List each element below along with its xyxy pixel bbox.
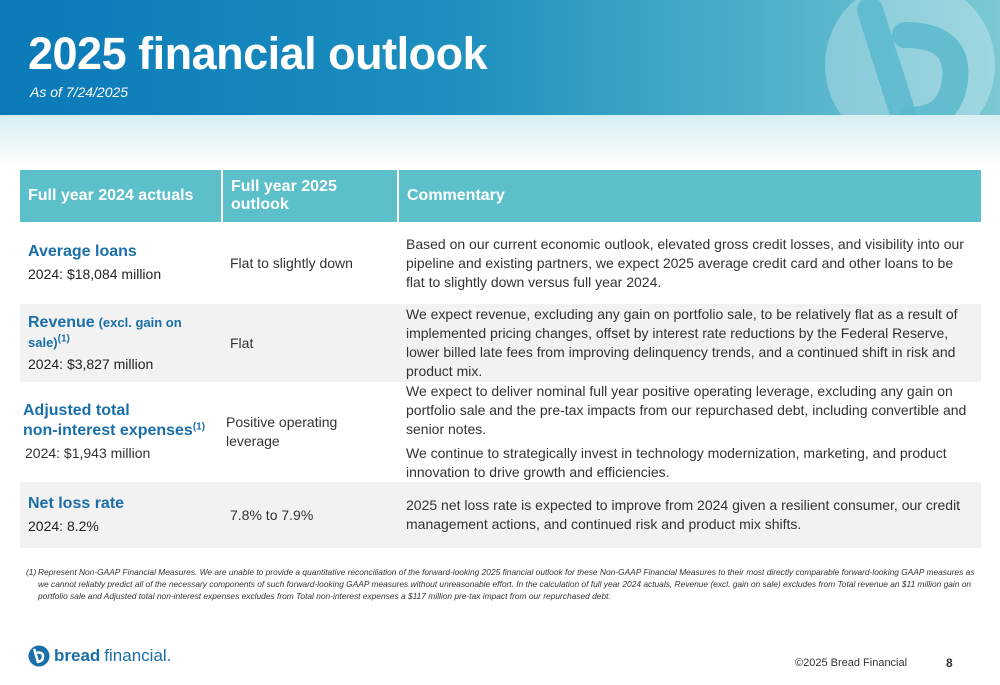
page-title: 2025 financial outlook	[28, 28, 488, 79]
metric-cell	[20, 482, 222, 548]
commentary-cell	[398, 482, 981, 548]
table-row-noninterest-expenses	[20, 382, 981, 482]
metric-actual	[28, 517, 214, 536]
header-fade	[0, 115, 1000, 170]
column-header-actuals: Full year 2024 actuals	[20, 170, 222, 222]
page-number: 8	[946, 656, 953, 670]
outlook-value: 7.8% to 7.9%	[222, 482, 398, 548]
metric-name: Revenue	[28, 313, 95, 331]
table-row-average-loans	[20, 222, 981, 304]
commentary-text: We expect revenue, excluding any gain on portfolio sale, to be relatively flat as a result of implemented pricing changes, offset by interest rate reductions by the Federal Reserve, lower billed late fees from improving delinquency trends, and a continued shift in risk and product mix.	[406, 306, 958, 379]
metric-qualifier: (excl. gain on sale)	[28, 314, 182, 350]
actual-value: 8.2%	[66, 518, 99, 534]
copyright: ©2025 Bread Financial	[795, 657, 908, 669]
commentary-cell	[398, 222, 981, 304]
commentary-text: 2025 net loss rate is expected to improve from 2024 given a resilient consumer, our credit management actions, and continued risk and product mix shifts.	[406, 497, 961, 532]
actual-value: $3,827 million	[66, 355, 154, 372]
outlook-value: Positive operating leverage	[226, 414, 338, 449]
metric-name-line1: Adjusted total	[23, 402, 130, 419]
table-header-row	[20, 170, 981, 222]
actual-prefix: 2024:	[28, 266, 67, 282]
metric-cell	[20, 304, 222, 382]
logo-wordmark-bread: bread	[54, 646, 101, 665]
metric-actual	[28, 265, 214, 284]
metric-name: Net loss rate	[28, 495, 125, 512]
header-banner	[0, 0, 1000, 115]
column-header-commentary: Commentary	[398, 170, 981, 222]
metric-name-line2: non-interest expenses	[23, 422, 193, 439]
footnote	[26, 566, 976, 602]
footnote-ref: (1)	[192, 421, 206, 433]
outlook-value: Flat	[222, 304, 398, 382]
commentary-cell	[398, 382, 981, 482]
commentary-text: We expect to deliver nominal full year positive operating leverage, excluding any gain on portfolio sale and the pre-tax impacts from our repurchased debt, including convertible and senior notes.	[406, 383, 967, 437]
footnote-ref: (1)	[57, 332, 70, 344]
page-subtitle-date: As of 7/24/2025	[30, 84, 129, 100]
outlook-value: Flat to slightly down	[230, 254, 353, 271]
metric-actual	[28, 355, 214, 374]
metric-actual: 2024: $1,943 million	[25, 445, 151, 461]
outlook-table	[20, 170, 981, 548]
commentary-cell	[398, 304, 981, 382]
metric-name: Average loans	[28, 243, 137, 260]
table-row-revenue	[20, 304, 981, 382]
metric-cell	[20, 382, 222, 482]
actual-value: $18,084 million	[66, 266, 162, 282]
footer-logo	[28, 645, 171, 667]
metric-cell	[20, 222, 222, 304]
footnote-number: (1)	[26, 567, 37, 577]
actual-prefix: 2024:	[28, 355, 67, 372]
actual-prefix: 2024:	[28, 518, 67, 534]
table-row-net-loss-rate	[20, 482, 981, 548]
bread-logo-icon	[28, 645, 50, 667]
commentary-text: We continue to strategically invest in technology modernization, marketing, and product innovation to drive growth and efficiencies.	[406, 445, 947, 480]
commentary-text: Based on our current economic outlook, elevated gross credit losses, and visibility into our pipeline and existing partners, we expect 2025 average credit card and other loans to be flat to slightly down versus full year 2024.	[406, 235, 964, 290]
logo-wordmark-financial: financial.	[104, 646, 172, 665]
bread-logo-icon	[810, 0, 1000, 115]
footnote-text: Represent Non-GAAP Financial Measures. We are unable to provide a quantitative reconciliation of the forward-looking 2025 financial outlook for these Non-GAAP Financial Measures to their most directly comparable forward-looking GAAP measures as we cannot reliably predict all of the necessary components of such forward-looking GAAP measures without unreasonable effort. In the calculation of full year 2024 actuals, Revenue (excl. gain on sale) excludes from Total revenue an $11 million gain on portfolio sale and Adjusted total non-interest expenses excludes from Total non-interest expenses a $117 million pre-tax impact from our repurchased debt.	[38, 567, 975, 601]
column-header-outlook: Full year 2025 outlook	[222, 170, 398, 222]
